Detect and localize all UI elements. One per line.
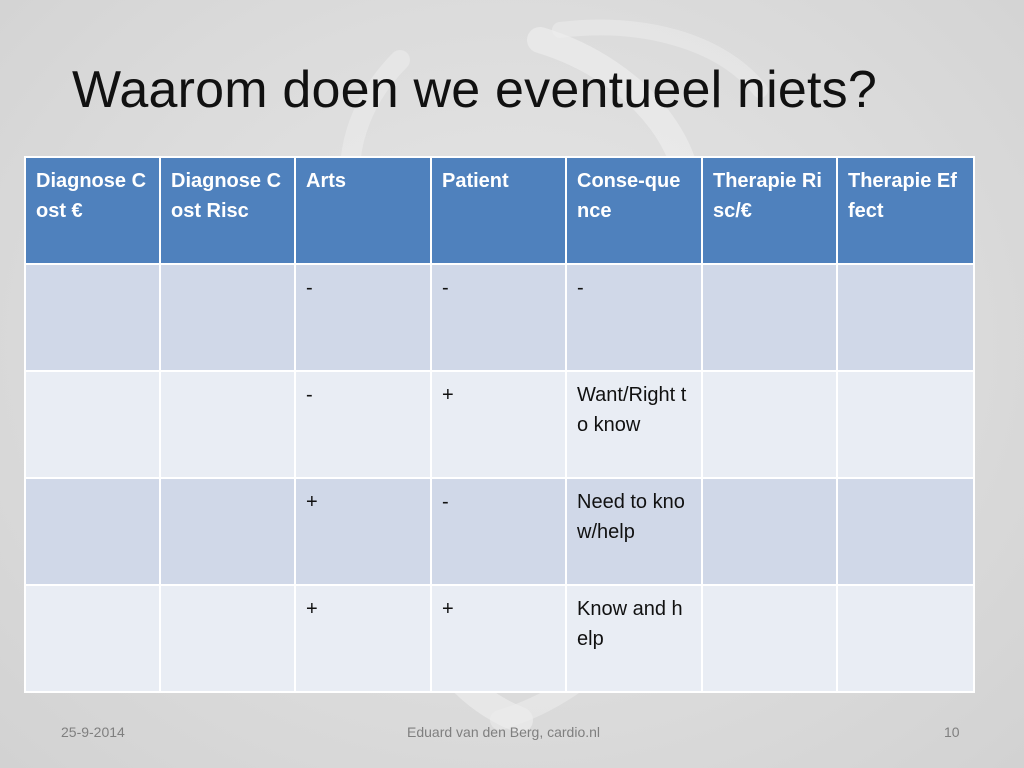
header-diagnose-cost-risc: Diagnose Cost Risc: [160, 157, 295, 264]
table-cell: [160, 585, 295, 692]
table-cell: +: [295, 585, 431, 692]
header-consequence: Conse-quence: [566, 157, 702, 264]
table-cell: [25, 371, 160, 478]
footer-date: 25-9-2014: [61, 724, 125, 740]
table-cell: +: [431, 371, 566, 478]
table-row: [25, 478, 974, 585]
table-cell: [160, 264, 295, 371]
table-cell: +: [295, 478, 431, 585]
table-cell: Need to know/help: [566, 478, 702, 585]
table-cell: [702, 371, 837, 478]
table-cell: Know and help: [566, 585, 702, 692]
header-arts: Arts: [295, 157, 431, 264]
table-cell: [160, 478, 295, 585]
table-cell: -: [295, 371, 431, 478]
header-therapie-risc: Therapie Risc/€: [702, 157, 837, 264]
slide-title: Waarom doen we eventueel niets?: [72, 61, 877, 119]
table-cell: [837, 371, 974, 478]
table-cell: [702, 478, 837, 585]
table-header-row: [25, 157, 974, 264]
table-cell: [25, 478, 160, 585]
table-cell: -: [431, 264, 566, 371]
table-cell: Want/Right to know: [566, 371, 702, 478]
table-cell: [25, 585, 160, 692]
table-cell: [837, 264, 974, 371]
data-table: [24, 156, 975, 693]
table-cell: -: [431, 478, 566, 585]
table-cell: [702, 264, 837, 371]
table-row: [25, 585, 974, 692]
table-cell: +: [431, 585, 566, 692]
table-cell: -: [566, 264, 702, 371]
footer-page-number: 10: [944, 724, 960, 740]
header-therapie-effect: Therapie Effect: [837, 157, 974, 264]
table-cell: [25, 264, 160, 371]
table-cell: -: [295, 264, 431, 371]
table-row: [25, 264, 974, 371]
header-patient: Patient: [431, 157, 566, 264]
header-diagnose-cost: Diagnose Cost €: [25, 157, 160, 264]
table-cell: [837, 585, 974, 692]
table-cell: [160, 371, 295, 478]
table-cell: [702, 585, 837, 692]
table-cell: [837, 478, 974, 585]
footer-author: Eduard van den Berg, cardio.nl: [407, 724, 601, 740]
table-row: [25, 371, 974, 478]
